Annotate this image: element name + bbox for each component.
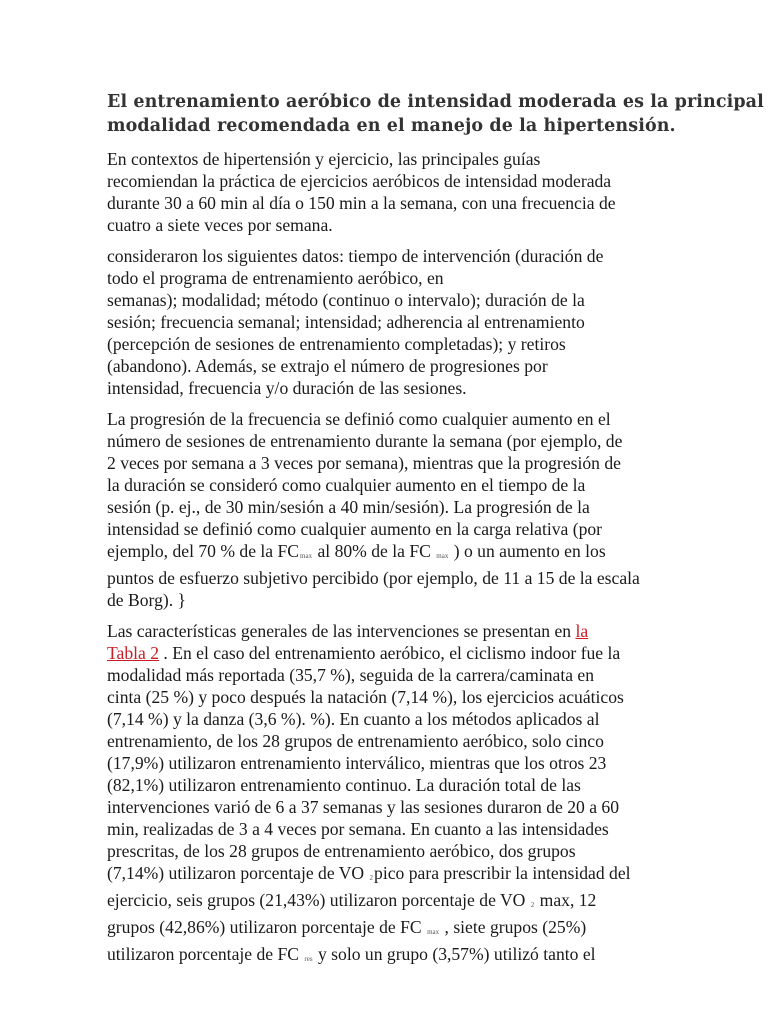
subscript: max <box>427 928 440 936</box>
table-2-link[interactable]: Tabla 2 <box>107 643 160 663</box>
text-fragment: utilizaron porcentaje de FC <box>107 944 304 964</box>
subscript: res <box>304 955 313 963</box>
text-line <box>107 889 662 916</box>
text-line <box>107 862 662 889</box>
text-line: intensidad, frecuencia y/o duración de las sesiones. <box>107 378 467 398</box>
text-line: sesión (p. ej., de 30 min/sesión a 40 min/sesión). La progresión de la <box>107 497 590 517</box>
text-line: recomiendan la práctica de ejercicios aeróbicos de intensidad moderada <box>107 171 612 191</box>
text-line: puntos de esfuerzo subjetivo percibido (por ejemplo, de 11 a 15 de la escala <box>107 568 640 588</box>
paragraph-data-considered <box>107 245 662 399</box>
text-line: (percepción de sesiones de entrenamiento completadas); y retiros <box>107 334 566 354</box>
text-line: entrenamiento, de los 28 grupos de entrenamiento aeróbico, solo cinco <box>107 731 604 751</box>
text-line: modalidad más reportada (35,7 %), seguida de la carrera/caminata en <box>107 665 595 685</box>
text-line: consideraron los siguientes datos: tiempo de intervención (duración de <box>107 246 604 266</box>
text-line: número de sesiones de entrenamiento durante la semana (por ejemplo, de <box>107 431 623 451</box>
text-fragment: max, 12 <box>535 890 597 910</box>
paragraph-guidelines <box>107 148 662 236</box>
text-fragment: ) o un aumento en los <box>449 541 606 561</box>
text-fragment: ejemplo, del 70 % de la FC <box>107 541 300 561</box>
text-line: sesión; frecuencia semanal; intensidad; adherencia al entrenamiento <box>107 312 585 332</box>
heading-line: modalidad recomendada en el manejo de la hipertensión. <box>107 116 676 136</box>
text-line: cuatro a siete veces por semana. <box>107 215 333 235</box>
section-heading <box>107 90 764 138</box>
text-line <box>107 620 662 642</box>
subscript: max <box>436 552 449 560</box>
subscript: max <box>300 552 313 560</box>
document-page <box>107 90 764 979</box>
text-line: semanas); modalidad; método (continuo o intervalo); duración de la <box>107 290 585 310</box>
text-line: La progresión de la frecuencia se definió como cualquier aumento en el <box>107 409 611 429</box>
subscript: 2 <box>369 874 374 882</box>
text-line: En contextos de hipertensión y ejercicio, las principales guías <box>107 149 541 169</box>
text-line: intervenciones varió de 6 a 37 semanas y las sesiones duraron de 20 a 60 <box>107 797 620 817</box>
text-fragment: grupos (42,86%) utilizaron porcentaje de FC <box>107 917 427 937</box>
paragraph-characteristics <box>107 620 662 970</box>
paragraph-progression <box>107 408 662 611</box>
text-line: min, realizadas de 3 a 4 veces por semana. En cuanto a las intensidades <box>107 819 609 839</box>
text-fragment: . En el caso del entrenamiento aeróbico, el ciclismo indoor fue la <box>159 643 621 663</box>
text-line <box>107 540 662 567</box>
text-line: (17,9%) utilizaron entrenamiento interválico, mientras que los otros 23 <box>107 753 607 773</box>
text-line: prescritas, de los 28 grupos de entrenamiento aeróbico, dos grupos <box>107 841 576 861</box>
text-line: de Borg). } <box>107 590 186 610</box>
text-line <box>107 642 662 664</box>
text-fragment: Las características generales de las intervenciones se presentan en <box>107 621 576 641</box>
text-line: (7,14 %) y la danza (3,6 %). %). En cuanto a los métodos aplicados al <box>107 709 600 729</box>
text-fragment: y solo un grupo (3,57%) utilizó tanto el <box>313 944 596 964</box>
text-line: 2 veces por semana a 3 veces por semana), mientras que la progresión de <box>107 453 621 473</box>
text-line <box>107 943 662 970</box>
text-line: intensidad se definió como cualquier aumento en la carga relativa (por <box>107 519 603 539</box>
table-2-link[interactable]: la <box>575 621 589 641</box>
text-line: todo el programa de entrenamiento aeróbico, en <box>107 268 444 288</box>
text-fragment: ejercicio, seis grupos (21,43%) utilizaron porcentaje de VO <box>107 890 530 910</box>
text-fragment: (7,14%) utilizaron porcentaje de VO <box>107 863 369 883</box>
text-fragment: pico para prescribir la intensidad del <box>374 863 631 883</box>
text-fragment: , siete grupos (25%) <box>440 917 587 937</box>
text-line: (abandono). Además, se extrajo el número de progresiones por <box>107 356 548 376</box>
text-fragment: al 80% de la FC <box>313 541 436 561</box>
text-line: durante 30 a 60 min al día o 150 min a la semana, con una frecuencia de <box>107 193 616 213</box>
text-line <box>107 916 662 943</box>
subscript: 2 <box>530 901 535 909</box>
text-line: cinta (25 %) y poco después la natación (7,14 %), los ejercicios acuáticos <box>107 687 624 707</box>
text-line: (82,1%) utilizaron entrenamiento continuo. La duración total de las <box>107 775 581 795</box>
heading-line: El entrenamiento aeróbico de intensidad moderada es la principal <box>107 92 764 112</box>
text-line: la duración se consideró como cualquier aumento en el tiempo de la <box>107 475 586 495</box>
